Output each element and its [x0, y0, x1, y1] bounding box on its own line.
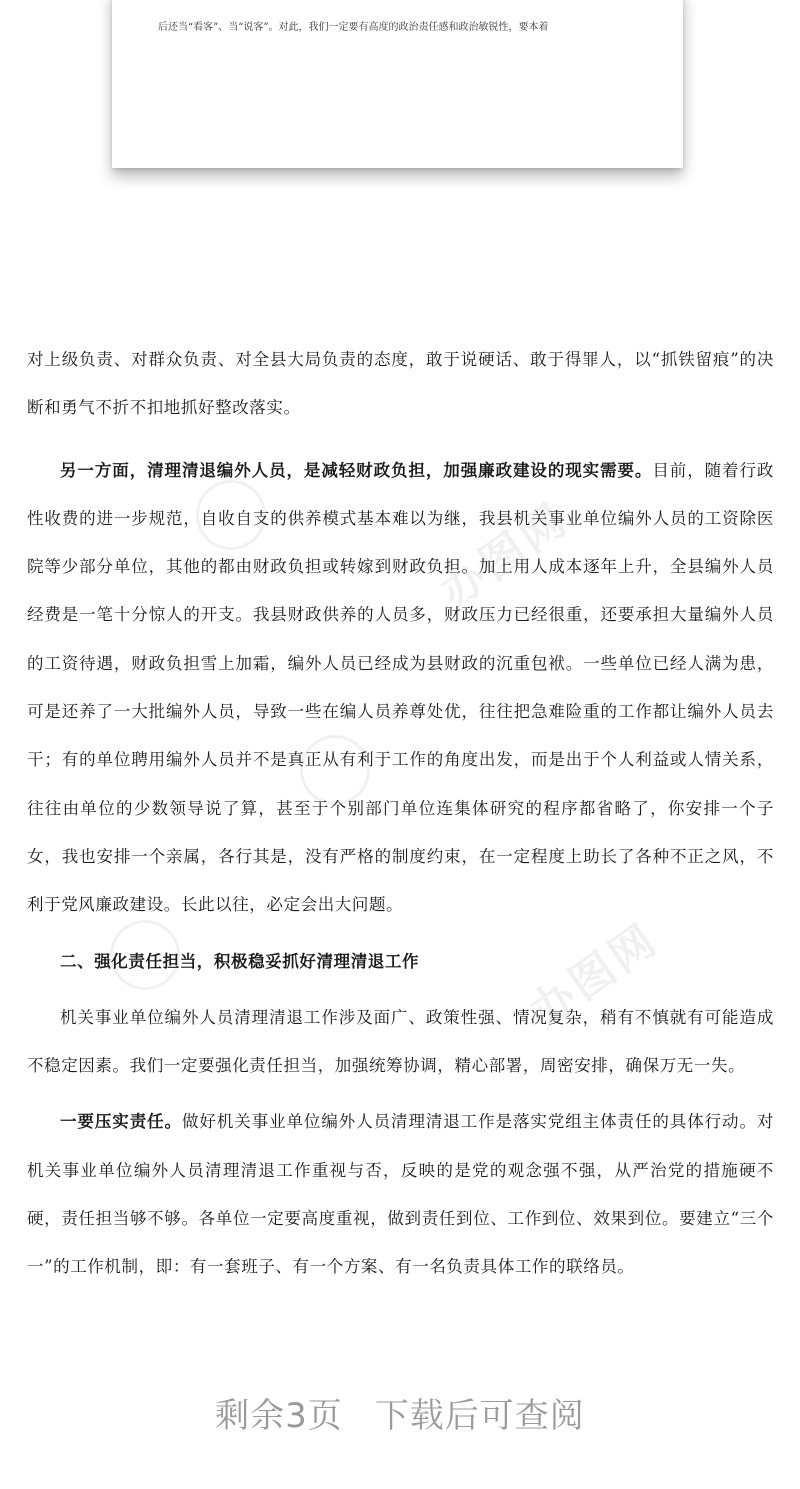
paragraph-lead: 一要压实责任。 [60, 1112, 182, 1132]
paragraph-lead: 另一方面，清理清退编外人员，是减轻财政负担，加强廉政建设的现实需要。 [60, 460, 653, 480]
section-heading: 二、强化责任担当，积极稳妥抓好清理清退工作 [60, 951, 420, 971]
watermark: 办图网 [520, 913, 669, 1038]
document-preview-card [112, 0, 683, 168]
paragraph: 对上级负责、对群众负责、对全县大局负责的态度，敢于说硬话、敢于得罪人，以“抓铁留痕”的决断和勇气不折不扣地抓好整改落实。 [27, 350, 774, 418]
paragraph [27, 1098, 774, 1291]
preview-line: 后还当“看客”、当“说客”。对此，我们一定要有高度的政治责任感和政治敏锐性，要本着 [158, 22, 549, 33]
document-body [27, 336, 774, 1292]
download-hint: 下载后可查阅 [374, 1396, 585, 1436]
paragraph [27, 447, 774, 930]
paragraph: 机关事业单位编外人员清理清退工作涉及面广、政策性强、情况复杂，稍有不慎就有可能造成不稳定因素。我们一定要强化责任担当，加强统筹协调，精心部署，周密安排，确保万无一失。 [27, 1007, 774, 1076]
paragraph-text: 目前，随着行政性收费的进一步规范，自收自支的供养模式基本难以为继，我县机关事业单位编外人员的工资除医院等少部分单位，其他的都由财政负担或转嫁到财政负担。加上用人成本逐年上升，全县编外人员经费是一笔十分惊人的开支。我县财政供养的人员多，财政压力已经很重，还要承担大量编外人员的工资待遇，财政负担雪上加霜，编外人员已经成为县财政的沉重包袱。一些单位已经人满为患，可是还养了一大批编外人员，导致一些在编人员养尊处优，往往把急难险重的工作都让编外人员去干；有的单位聘用编外人员并不是真正从有利于工作的角度出发，而是出于个人利益或人情关系，往往由单位的少数领导说了算，甚至于个别部门单位连集体研究的程序都省略了，你安排一个子女，我也安排一个亲属，各行其是，没有严格的制度约束，在一定程度上助长了各种不正之风，不利于党风廉政建设。长此以往，必定会出大问题。 [27, 460, 774, 915]
remaining-pages-count: 剩余3页 [215, 1396, 343, 1436]
preview-line-cropped [158, 0, 649, 6]
remaining-pages-banner[interactable] [0, 1388, 800, 1437]
paragraph-text: 做好机关事业单位编外人员清理清退工作是落实党组主体责任的具体行动。对机关事业单位编外人员清理清退工作重视与否，反映的是党的观念强不强，从严治党的措施硬不硬，责任担当够不够。各单位一定要高度重视，做到责任到位、工作到位、效果到位。要建立“三个一”的工作机制，即：有一套班子、有一个方案、有一名负责具体工作的联络员。 [27, 1112, 775, 1277]
watermark: 办图网 [430, 493, 579, 618]
